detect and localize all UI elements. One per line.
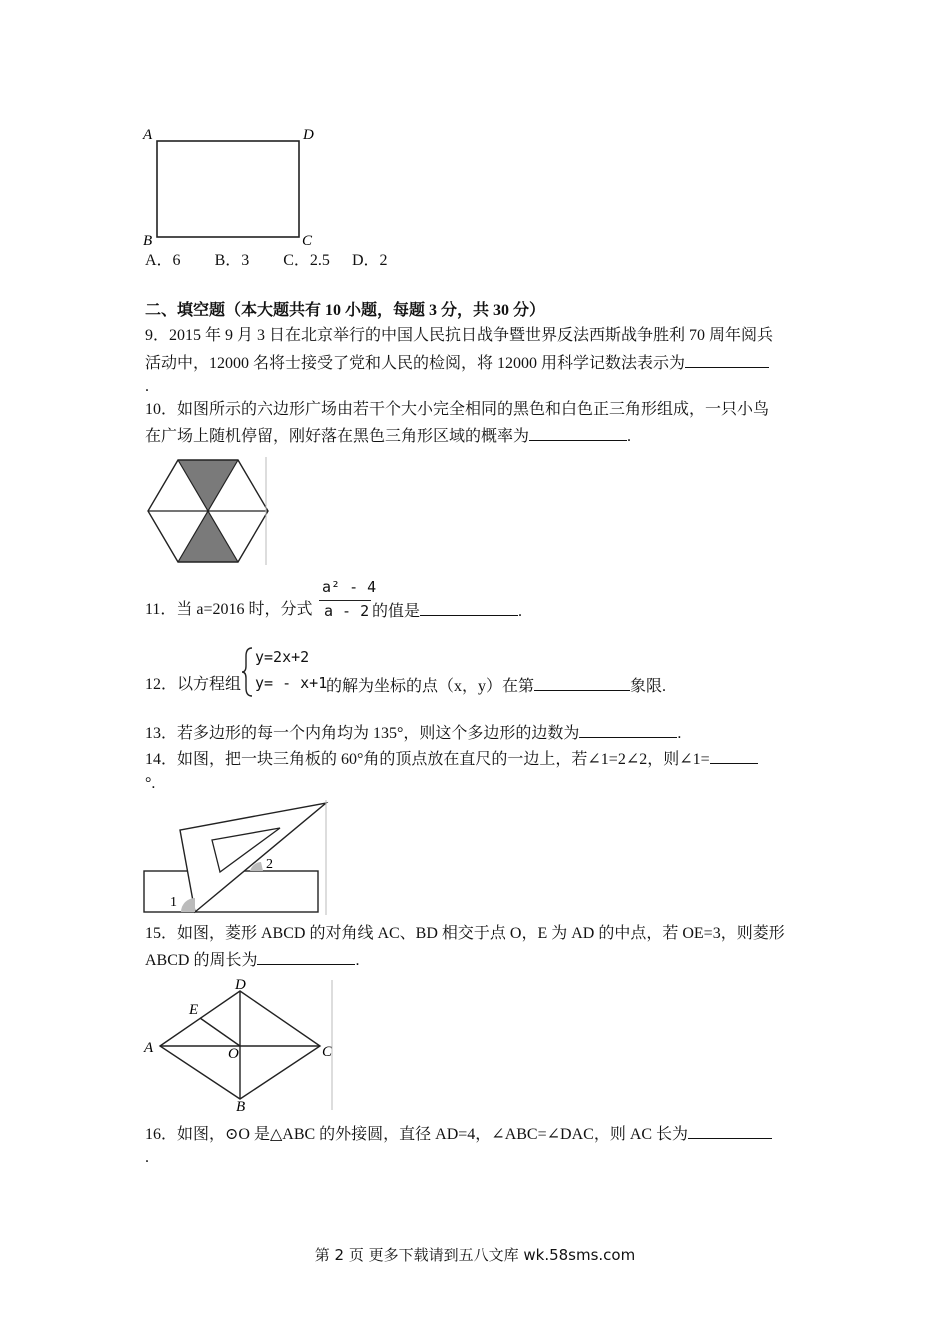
q9-line3: . — [145, 378, 149, 395]
q10-line2 — [145, 424, 631, 448]
q11-numerator: a² - 4 — [322, 578, 377, 596]
option-d: D．2 — [351, 252, 388, 269]
option-c: C．2.5 — [283, 252, 330, 269]
q9-answer-blank[interactable] — [685, 351, 769, 368]
q11-prefix: 11．当 a=2016 时，分式 — [145, 601, 313, 618]
q15-answer-blank[interactable] — [257, 948, 355, 965]
q11-end: . — [518, 603, 523, 620]
section-title: 二、填空题（本大题共有 10 小题，每题 3 分，共 30 分） — [145, 302, 546, 319]
q10-end: . — [627, 428, 632, 445]
q15-line2 — [145, 948, 359, 972]
q12-brace — [241, 646, 255, 698]
q9-line1: 9．2015 年 9 月 3 日在北京举行的中国人民抗日战争暨世界反法西斯战争胜利 70 周年阅兵 — [145, 327, 774, 344]
q14-text: 14．如图，把一块三角板的 60°角的顶点放在直尺的一边上，若∠1=2∠2，则∠1= — [145, 751, 710, 768]
q13-answer-blank[interactable] — [579, 721, 677, 738]
q9-text: 活动中，12000 名将士接受了党和人民的检阅，将 12000 用科学记数法表示为 — [145, 355, 686, 372]
label-a: A — [143, 127, 153, 143]
q14-line2: °. — [145, 775, 156, 792]
q16-text: 16．如图，⊙O 是△ABC 的外接圆，直径 AD=4，∠ABC=∠DAC，则 AC 长为 — [145, 1126, 689, 1143]
label-a: A — [144, 1040, 154, 1056]
q8-options — [145, 250, 388, 272]
q13-end: . — [677, 725, 682, 742]
q11-fraction-bar — [319, 600, 371, 601]
option-a: A．6 — [145, 252, 181, 269]
label-b: B — [236, 1099, 246, 1115]
q12-suffix — [326, 674, 666, 698]
option-b: B．3 — [214, 252, 250, 269]
q12-answer-blank[interactable] — [534, 674, 630, 691]
set-square-figure — [140, 800, 340, 916]
q11-denominator: a - 2 — [324, 602, 370, 620]
q15-end: . — [355, 952, 360, 969]
q15-text: ABCD 的周长为 — [145, 952, 258, 969]
q16-line1 — [145, 1122, 772, 1146]
hexagon-figure — [140, 455, 272, 567]
q16-line2: . — [145, 1149, 149, 1166]
q12-eq1: y=2x+2 — [255, 648, 310, 666]
q12-prefix: 12．以方程组 — [145, 676, 242, 693]
page-footer: 第 2 页 更多下载请到五八文库 wk.58sms.com — [314, 1246, 636, 1264]
q12-eq2: y= - x+1 — [255, 674, 328, 692]
q11-answer-blank[interactable] — [420, 599, 518, 616]
label-d: D — [235, 977, 246, 993]
q13-line — [145, 721, 681, 745]
label-d: D — [303, 127, 314, 143]
q16-answer-blank[interactable] — [688, 1122, 772, 1139]
rhombus-figure — [140, 976, 340, 1114]
label-o: O — [228, 1046, 239, 1062]
q10-line1: 10．如图所示的六边形广场由若干个大小完全相同的黑色和白色正三角形组成，一只小鸟 — [145, 401, 770, 418]
q10-text: 在广场上随机停留，刚好落在黑色三角形区域的概率为 — [145, 428, 530, 445]
label-b: B — [143, 233, 153, 249]
rectangle-figure — [140, 124, 330, 249]
q11-suffix-text: 的值是 — [372, 603, 421, 620]
angle-2-label: 2 — [266, 857, 273, 872]
q14-line1 — [145, 747, 758, 771]
angle-1-label: 1 — [170, 895, 177, 910]
label-c: C — [322, 1044, 333, 1060]
q9-line2 — [145, 351, 769, 375]
q12-end: 象限. — [630, 678, 667, 695]
label-e: E — [189, 1002, 199, 1018]
q11-suffix — [372, 599, 522, 623]
q10-answer-blank[interactable] — [529, 424, 627, 441]
q13-text: 13．若多边形的每一个内角均为 135°，则这个多边形的边数为 — [145, 725, 580, 742]
q12-suffix-text: 的解为坐标的点（x，y）在第 — [326, 678, 535, 695]
q14-answer-blank[interactable] — [710, 747, 758, 764]
label-c: C — [302, 233, 313, 249]
q15-line1: 15．如图，菱形 ABCD 的对角线 AC、BD 相交于点 O，E 为 AD 的中点，若 OE=3，则菱形 — [145, 925, 785, 942]
